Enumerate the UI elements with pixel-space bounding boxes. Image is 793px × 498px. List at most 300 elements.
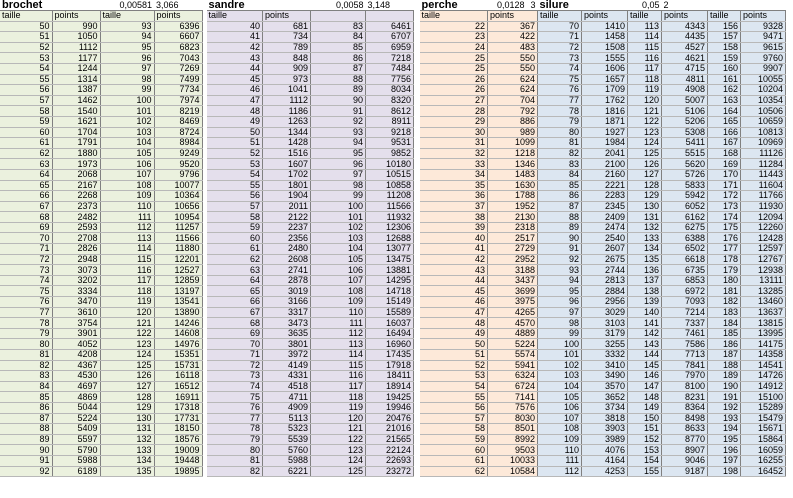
brochet-points-cell[interactable]: 14976	[154, 339, 202, 350]
silure-points-cell[interactable]: 1927	[582, 127, 628, 138]
brochet-points-cell[interactable]: 10077	[154, 180, 202, 191]
sandre-points-cell[interactable]: 6707	[366, 32, 414, 43]
perche-taille-cell[interactable]: 40	[420, 233, 488, 244]
silure-taille-header[interactable]: taille	[708, 11, 741, 22]
brochet-taille-cell[interactable]: 105	[100, 148, 154, 159]
silure-taille-cell[interactable]: 131	[628, 212, 662, 223]
silure-taille-cell[interactable]: 157	[708, 32, 741, 43]
silure-taille-cell[interactable]: 163	[708, 95, 741, 106]
sandre-points-cell[interactable]: 20476	[366, 413, 414, 424]
silure-taille-cell[interactable]: 117	[628, 63, 662, 74]
brochet-taille-cell[interactable]: 82	[0, 360, 52, 371]
brochet-points-cell[interactable]: 1621	[52, 116, 100, 127]
silure-points-cell[interactable]: 2884	[582, 286, 628, 297]
sandre-taille-cell[interactable]: 77	[207, 413, 263, 424]
sandre-taille-cell[interactable]: 52	[207, 148, 263, 159]
brochet-points-cell[interactable]: 9520	[154, 159, 202, 170]
brochet-points-cell[interactable]: 2948	[52, 254, 100, 265]
brochet-taille-cell[interactable]: 70	[0, 233, 52, 244]
silure-taille-cell[interactable]: 172	[708, 191, 741, 202]
brochet-points-cell[interactable]: 4697	[52, 381, 100, 392]
perche-taille-cell[interactable]: 45	[420, 286, 488, 297]
silure-taille-cell[interactable]: 153	[628, 445, 662, 456]
silure-taille-cell[interactable]: 132	[628, 222, 662, 233]
silure-taille-cell[interactable]: 88	[538, 212, 582, 223]
perche-points-cell[interactable]: 6724	[488, 381, 538, 392]
sandre-points-cell[interactable]: 16960	[366, 339, 414, 350]
silure-points-cell[interactable]: 1762	[582, 95, 628, 106]
perche-points-cell[interactable]: 4265	[488, 307, 538, 318]
brochet-points-cell[interactable]: 3901	[52, 328, 100, 339]
silure-taille-cell[interactable]: 83	[538, 159, 582, 170]
brochet-points-cell[interactable]: 3073	[52, 265, 100, 276]
silure-taille-cell[interactable]: 112	[538, 466, 582, 477]
brochet-taille-cell[interactable]: 52	[0, 42, 52, 53]
silure-points-cell[interactable]: 7093	[662, 297, 708, 308]
brochet-coef-b[interactable]: 3,066	[154, 0, 202, 11]
silure-points-cell[interactable]: 4621	[662, 53, 708, 64]
silure-taille-cell[interactable]: 182	[708, 297, 741, 308]
silure-points-cell[interactable]: 7337	[662, 318, 708, 329]
sandre-points-cell[interactable]: 4518	[263, 381, 311, 392]
silure-points-cell[interactable]: 8498	[662, 413, 708, 424]
silure-points-cell[interactable]: 3332	[582, 350, 628, 361]
sandre-species-name[interactable]: sandre	[207, 0, 311, 11]
silure-points-cell[interactable]: 4253	[582, 466, 628, 477]
brochet-taille-cell[interactable]: 73	[0, 265, 52, 276]
silure-points-cell[interactable]: 11126	[741, 148, 786, 159]
brochet-taille-cell[interactable]: 69	[0, 222, 52, 233]
perche-points-cell[interactable]: 624	[488, 85, 538, 96]
sandre-points-cell[interactable]: 1041	[263, 85, 311, 96]
brochet-points-cell[interactable]: 10364	[154, 191, 202, 202]
sandre-taille-cell[interactable]: 117	[311, 381, 366, 392]
silure-taille-cell[interactable]: 93	[538, 265, 582, 276]
sandre-points-cell[interactable]: 10180	[366, 159, 414, 170]
silure-points-cell[interactable]: 1657	[582, 74, 628, 85]
silure-taille-cell[interactable]: 138	[628, 286, 662, 297]
silure-points-cell[interactable]: 12767	[741, 254, 786, 265]
silure-points-cell[interactable]: 11284	[741, 159, 786, 170]
sandre-points-cell[interactable]: 2011	[263, 201, 311, 212]
silure-points-cell[interactable]: 9187	[662, 466, 708, 477]
silure-points-cell[interactable]: 7713	[662, 350, 708, 361]
silure-points-cell[interactable]: 11443	[741, 169, 786, 180]
silure-taille-cell[interactable]: 118	[628, 74, 662, 85]
sandre-taille-cell[interactable]: 75	[207, 392, 263, 403]
sandre-points-cell[interactable]: 4331	[263, 371, 311, 382]
perche-points-cell[interactable]: 704	[488, 95, 538, 106]
perche-points-cell[interactable]: 624	[488, 74, 538, 85]
sandre-points-cell[interactable]: 3473	[263, 318, 311, 329]
brochet-points-cell[interactable]: 2373	[52, 201, 100, 212]
silure-points-cell[interactable]: 5411	[662, 138, 708, 149]
brochet-points-cell[interactable]: 11257	[154, 222, 202, 233]
brochet-taille-cell[interactable]: 106	[100, 159, 154, 170]
sandre-points-cell[interactable]: 3635	[263, 328, 311, 339]
brochet-taille-cell[interactable]: 114	[100, 244, 154, 255]
sandre-taille-cell[interactable]: 82	[207, 466, 263, 477]
brochet-points-cell[interactable]: 14608	[154, 328, 202, 339]
silure-points-cell[interactable]: 10969	[741, 138, 786, 149]
sandre-taille-cell[interactable]: 58	[207, 212, 263, 223]
silure-taille-cell[interactable]: 94	[538, 275, 582, 286]
perche-taille-cell[interactable]: 39	[420, 222, 488, 233]
silure-taille-cell[interactable]: 98	[538, 318, 582, 329]
silure-taille-cell[interactable]: 110	[538, 445, 582, 456]
sandre-taille-cell[interactable]: 92	[311, 116, 366, 127]
sandre-points-cell[interactable]: 2741	[263, 265, 311, 276]
sandre-points-cell[interactable]: 18914	[366, 381, 414, 392]
silure-points-cell[interactable]: 2041	[582, 148, 628, 159]
silure-taille-cell[interactable]: 162	[708, 85, 741, 96]
sandre-points-cell[interactable]: 8612	[366, 106, 414, 117]
sandre-points-cell[interactable]: 17435	[366, 350, 414, 361]
brochet-points-cell[interactable]: 3470	[52, 297, 100, 308]
silure-points-cell[interactable]: 15289	[741, 402, 786, 413]
silure-points-cell[interactable]: 1871	[582, 116, 628, 127]
brochet-points-cell[interactable]: 8219	[154, 106, 202, 117]
sandre-taille-cell[interactable]: 101	[311, 212, 366, 223]
sandre-points-cell[interactable]: 6221	[263, 466, 311, 477]
sandre-taille-cell[interactable]: 45	[207, 74, 263, 85]
brochet-points-cell[interactable]: 990	[52, 21, 100, 32]
silure-taille-cell[interactable]: 174	[708, 212, 741, 223]
perche-taille-cell[interactable]: 55	[420, 392, 488, 403]
perche-taille-cell[interactable]: 34	[420, 169, 488, 180]
silure-taille-cell[interactable]: 119	[628, 85, 662, 96]
silure-points-cell[interactable]: 14912	[741, 381, 786, 392]
silure-points-cell[interactable]: 3734	[582, 402, 628, 413]
silure-taille-cell[interactable]: 159	[708, 53, 741, 64]
silure-taille-cell[interactable]: 152	[628, 434, 662, 445]
silure-points-cell[interactable]: 6388	[662, 233, 708, 244]
sandre-taille-cell[interactable]: 102	[311, 222, 366, 233]
perche-taille-cell[interactable]: 49	[420, 328, 488, 339]
sandre-points-cell[interactable]: 12688	[366, 233, 414, 244]
brochet-points-cell[interactable]: 5044	[52, 402, 100, 413]
silure-points-cell[interactable]: 5833	[662, 180, 708, 191]
silure-points-cell[interactable]: 9907	[741, 63, 786, 74]
silure-points-cell[interactable]: 5515	[662, 148, 708, 159]
silure-taille-cell[interactable]: 106	[538, 402, 582, 413]
sandre-taille-cell[interactable]: 79	[207, 434, 263, 445]
silure-taille-cell[interactable]: 72	[538, 42, 582, 53]
brochet-taille-cell[interactable]: 61	[0, 138, 52, 149]
sandre-points-cell[interactable]: 848	[263, 53, 311, 64]
brochet-points-cell[interactable]: 18576	[154, 434, 202, 445]
perche-points-cell[interactable]: 2952	[488, 254, 538, 265]
sandre-points-cell[interactable]: 8911	[366, 116, 414, 127]
silure-coef-a[interactable]: 0,05	[628, 0, 662, 11]
sandre-taille-header[interactable]: taille	[207, 11, 263, 22]
brochet-taille-cell[interactable]: 120	[100, 307, 154, 318]
silure-taille-cell[interactable]: 140	[628, 307, 662, 318]
brochet-points-cell[interactable]: 7734	[154, 85, 202, 96]
perche-points-cell[interactable]: 1346	[488, 159, 538, 170]
sandre-coef-b[interactable]: 3,148	[366, 0, 414, 11]
sandre-taille-cell[interactable]: 59	[207, 222, 263, 233]
silure-taille-cell[interactable]: 183	[708, 307, 741, 318]
sandre-taille-cell[interactable]: 94	[311, 138, 366, 149]
brochet-points-cell[interactable]: 4530	[52, 371, 100, 382]
silure-taille-cell[interactable]: 184	[708, 318, 741, 329]
sandre-taille-cell[interactable]: 69	[207, 328, 263, 339]
sandre-points-cell[interactable]: 5539	[263, 434, 311, 445]
silure-taille-cell[interactable]: 91	[538, 244, 582, 255]
perche-points-cell[interactable]: 989	[488, 127, 538, 138]
silure-points-cell[interactable]: 2607	[582, 244, 628, 255]
silure-taille-cell[interactable]: 187	[708, 350, 741, 361]
sandre-points-cell[interactable]: 7484	[366, 63, 414, 74]
silure-points-cell[interactable]: 9760	[741, 53, 786, 64]
silure-points-cell[interactable]: 4908	[662, 85, 708, 96]
brochet-taille-cell[interactable]: 110	[100, 201, 154, 212]
brochet-taille-cell[interactable]: 53	[0, 53, 52, 64]
brochet-taille-cell[interactable]: 126	[100, 371, 154, 382]
perche-points-cell[interactable]: 3437	[488, 275, 538, 286]
perche-taille-cell[interactable]: 54	[420, 381, 488, 392]
silure-points-cell[interactable]: 4164	[582, 455, 628, 466]
silure-taille-cell[interactable]: 166	[708, 127, 741, 138]
perche-points-cell[interactable]: 8030	[488, 413, 538, 424]
perche-points-cell[interactable]: 8992	[488, 434, 538, 445]
perche-taille-cell[interactable]: 26	[420, 74, 488, 85]
sandre-taille-cell[interactable]: 110	[311, 307, 366, 318]
perche-taille-cell[interactable]: 46	[420, 297, 488, 308]
silure-taille-cell[interactable]: 122	[628, 116, 662, 127]
sandre-points-cell[interactable]: 6959	[366, 42, 414, 53]
sandre-taille-cell[interactable]: 78	[207, 424, 263, 435]
sandre-taille-cell[interactable]: 64	[207, 275, 263, 286]
sandre-taille-cell[interactable]: 99	[311, 191, 366, 202]
sandre-taille-cell[interactable]: 107	[311, 275, 366, 286]
brochet-points-cell[interactable]: 6189	[52, 466, 100, 477]
sandre-points-cell[interactable]: 16494	[366, 328, 414, 339]
silure-taille-cell[interactable]: 158	[708, 42, 741, 53]
brochet-taille-header[interactable]: taille	[0, 11, 52, 22]
sandre-points-cell[interactable]: 7756	[366, 74, 414, 85]
silure-taille-cell[interactable]: 189	[708, 371, 741, 382]
silure-taille-cell[interactable]: 151	[628, 424, 662, 435]
silure-points-cell[interactable]: 13460	[741, 297, 786, 308]
silure-points-cell[interactable]: 4715	[662, 63, 708, 74]
perche-points-cell[interactable]: 367	[488, 21, 538, 32]
sandre-taille-cell[interactable]: 95	[311, 148, 366, 159]
perche-points-cell[interactable]: 7576	[488, 402, 538, 413]
brochet-points-cell[interactable]: 2826	[52, 244, 100, 255]
perche-points-cell[interactable]: 9503	[488, 445, 538, 456]
brochet-points-cell[interactable]: 17318	[154, 402, 202, 413]
sandre-points-cell[interactable]: 2878	[263, 275, 311, 286]
sandre-taille-cell[interactable]: 43	[207, 53, 263, 64]
silure-points-cell[interactable]: 1984	[582, 138, 628, 149]
silure-taille-cell[interactable]: 115	[628, 42, 662, 53]
perche-points-cell[interactable]: 1218	[488, 148, 538, 159]
perche-taille-cell[interactable]: 28	[420, 106, 488, 117]
brochet-points-cell[interactable]: 11880	[154, 244, 202, 255]
perche-taille-cell[interactable]: 43	[420, 265, 488, 276]
perche-points-cell[interactable]: 2729	[488, 244, 538, 255]
perche-taille-cell[interactable]: 25	[420, 63, 488, 74]
silure-taille-cell[interactable]: 149	[628, 402, 662, 413]
brochet-taille-cell[interactable]: 63	[0, 159, 52, 170]
brochet-points-cell[interactable]: 18150	[154, 424, 202, 435]
silure-points-cell[interactable]: 2345	[582, 201, 628, 212]
brochet-points-cell[interactable]: 5224	[52, 413, 100, 424]
sandre-points-header[interactable]: points	[263, 11, 311, 22]
silure-taille-cell[interactable]: 81	[538, 138, 582, 149]
silure-points-cell[interactable]: 16255	[741, 455, 786, 466]
silure-taille-cell[interactable]: 178	[708, 254, 741, 265]
brochet-points-cell[interactable]: 9249	[154, 148, 202, 159]
sandre-points-cell[interactable]: 3019	[263, 286, 311, 297]
brochet-taille-cell[interactable]: 96	[100, 53, 154, 64]
brochet-points-cell[interactable]: 16512	[154, 381, 202, 392]
brochet-taille-cell[interactable]: 83	[0, 371, 52, 382]
silure-taille-cell[interactable]: 73	[538, 53, 582, 64]
brochet-species-name[interactable]: brochet	[0, 0, 100, 11]
silure-points-cell[interactable]: 9471	[741, 32, 786, 43]
brochet-taille-cell[interactable]: 99	[100, 85, 154, 96]
brochet-points-cell[interactable]: 2268	[52, 191, 100, 202]
perche-points-cell[interactable]: 550	[488, 53, 538, 64]
perche-taille-cell[interactable]: 47	[420, 307, 488, 318]
silure-taille-cell[interactable]: 142	[628, 328, 662, 339]
sandre-taille-cell[interactable]: 115	[311, 360, 366, 371]
sandre-points-cell[interactable]: 1904	[263, 191, 311, 202]
perche-species-name[interactable]: perche	[420, 0, 488, 11]
sandre-points-cell[interactable]: 8034	[366, 85, 414, 96]
silure-taille-cell[interactable]: 147	[628, 381, 662, 392]
silure-points-cell[interactable]: 10204	[741, 85, 786, 96]
sandre-taille-cell[interactable]: 66	[207, 297, 263, 308]
brochet-taille-cell[interactable]: 80	[0, 339, 52, 350]
sandre-points-cell[interactable]: 8320	[366, 95, 414, 106]
sandre-points-cell[interactable]: 2608	[263, 254, 311, 265]
brochet-taille-cell[interactable]: 66	[0, 191, 52, 202]
brochet-points-cell[interactable]: 8984	[154, 138, 202, 149]
silure-points-cell[interactable]: 6972	[662, 286, 708, 297]
sandre-taille-cell[interactable]: 73	[207, 371, 263, 382]
sandre-taille-cell[interactable]: 60	[207, 233, 263, 244]
brochet-points-cell[interactable]: 6396	[154, 21, 202, 32]
silure-taille-cell[interactable]: 107	[538, 413, 582, 424]
silure-taille-cell[interactable]: 154	[628, 455, 662, 466]
brochet-points-cell[interactable]: 2708	[52, 233, 100, 244]
silure-points-cell[interactable]: 14358	[741, 350, 786, 361]
sandre-points-cell[interactable]: 4711	[263, 392, 311, 403]
silure-taille-cell[interactable]: 134	[628, 244, 662, 255]
silure-taille-cell[interactable]: 155	[628, 466, 662, 477]
silure-points-cell[interactable]: 1709	[582, 85, 628, 96]
sandre-taille-cell[interactable]: 71	[207, 350, 263, 361]
brochet-taille-cell[interactable]: 111	[100, 212, 154, 223]
sandre-points-cell[interactable]: 10858	[366, 180, 414, 191]
sandre-points-cell[interactable]: 14295	[366, 275, 414, 286]
sandre-taille-cell[interactable]: 56	[207, 191, 263, 202]
sandre-taille-cell[interactable]: 84	[311, 32, 366, 43]
sandre-taille-cell[interactable]: 112	[311, 328, 366, 339]
brochet-points-cell[interactable]: 10954	[154, 212, 202, 223]
silure-taille-cell[interactable]: 76	[538, 85, 582, 96]
perche-points-cell[interactable]: 3188	[488, 265, 538, 276]
silure-taille-cell[interactable]: 77	[538, 95, 582, 106]
silure-points-cell[interactable]: 2675	[582, 254, 628, 265]
silure-taille-cell[interactable]: 161	[708, 74, 741, 85]
perche-points-cell[interactable]: 6324	[488, 371, 538, 382]
brochet-taille-cell[interactable]: 90	[0, 445, 52, 456]
sandre-points-cell[interactable]: 7218	[366, 53, 414, 64]
silure-points-cell[interactable]: 8364	[662, 402, 708, 413]
brochet-points-cell[interactable]: 5409	[52, 424, 100, 435]
silure-taille-cell[interactable]: 146	[628, 371, 662, 382]
perche-taille-cell[interactable]: 22	[420, 21, 488, 32]
brochet-taille-cell[interactable]: 100	[100, 95, 154, 106]
brochet-taille-cell[interactable]: 60	[0, 127, 52, 138]
silure-points-cell[interactable]: 3570	[582, 381, 628, 392]
sandre-taille-cell[interactable]: 49	[207, 116, 263, 127]
silure-points-cell[interactable]: 5726	[662, 169, 708, 180]
perche-taille-cell[interactable]: 59	[420, 434, 488, 445]
brochet-taille-cell[interactable]: 102	[100, 116, 154, 127]
brochet-points-cell[interactable]: 12201	[154, 254, 202, 265]
silure-taille-cell[interactable]: 124	[628, 138, 662, 149]
silure-points-header[interactable]: points	[662, 11, 708, 22]
silure-taille-cell[interactable]: 143	[628, 339, 662, 350]
sandre-points-cell[interactable]: 1428	[263, 138, 311, 149]
brochet-points-cell[interactable]: 2167	[52, 180, 100, 191]
brochet-taille-cell[interactable]: 57	[0, 95, 52, 106]
brochet-points-cell[interactable]: 1880	[52, 148, 100, 159]
sandre-taille-cell[interactable]: 74	[207, 381, 263, 392]
brochet-taille-cell[interactable]: 86	[0, 402, 52, 413]
silure-taille-cell[interactable]: 168	[708, 148, 741, 159]
perche-taille-cell[interactable]: 29	[420, 116, 488, 127]
perche-taille-cell[interactable]: 62	[420, 466, 488, 477]
silure-points-cell[interactable]: 2100	[582, 159, 628, 170]
perche-points-cell[interactable]: 2130	[488, 212, 538, 223]
perche-taille-cell[interactable]: 41	[420, 244, 488, 255]
silure-taille-cell[interactable]: 109	[538, 434, 582, 445]
silure-points-cell[interactable]: 9615	[741, 42, 786, 53]
silure-points-cell[interactable]: 16452	[741, 466, 786, 477]
silure-points-cell[interactable]: 2813	[582, 275, 628, 286]
brochet-taille-cell[interactable]: 78	[0, 318, 52, 329]
sandre-taille-cell[interactable]: 114	[311, 350, 366, 361]
silure-points-cell[interactable]: 4343	[662, 21, 708, 32]
sandre-points-cell[interactable]: 16037	[366, 318, 414, 329]
brochet-points-cell[interactable]: 13197	[154, 286, 202, 297]
sandre-taille-cell[interactable]: 53	[207, 159, 263, 170]
silure-points-cell[interactable]: 5308	[662, 127, 708, 138]
brochet-points-cell[interactable]: 7974	[154, 95, 202, 106]
sandre-taille-cell[interactable]: 86	[311, 53, 366, 64]
sandre-points-cell[interactable]: 23272	[366, 466, 414, 477]
silure-taille-cell[interactable]: 114	[628, 32, 662, 43]
sandre-taille-cell[interactable]: 54	[207, 169, 263, 180]
silure-taille-cell[interactable]: 148	[628, 392, 662, 403]
silure-points-cell[interactable]: 13285	[741, 286, 786, 297]
silure-points-cell[interactable]: 13815	[741, 318, 786, 329]
sandre-points-cell[interactable]: 21565	[366, 434, 414, 445]
brochet-taille-cell[interactable]: 93	[100, 21, 154, 32]
silure-taille-cell[interactable]: 173	[708, 201, 741, 212]
sandre-points-cell[interactable]: 13881	[366, 265, 414, 276]
silure-taille-cell[interactable]: 156	[708, 21, 741, 32]
brochet-taille-cell[interactable]: 104	[100, 138, 154, 149]
brochet-points-header[interactable]: points	[154, 11, 202, 22]
